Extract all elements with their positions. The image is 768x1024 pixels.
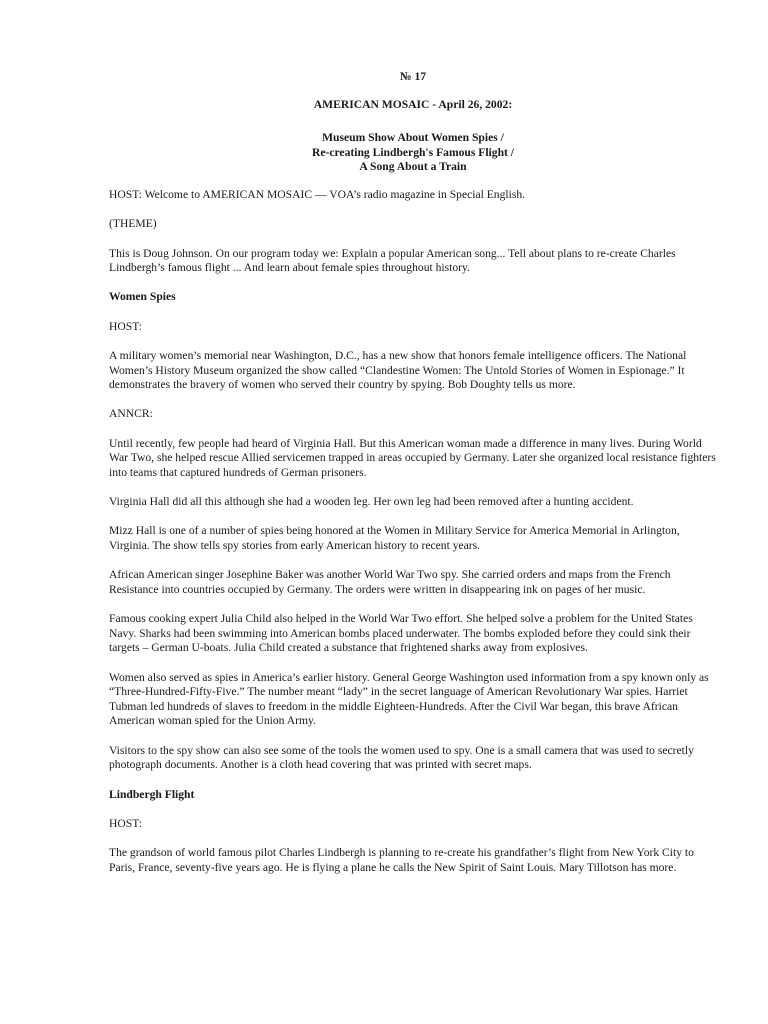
host-paragraph: A military women’s memorial near Washington, D.C., has a new show that honors female intelligence officers. The National Women’s History Museum organized the show called “Clandestine Women: The Untold Stories of Women in Espionage.” It demonstrates the bravery of women who served their country by spying. Bob Doughty tells us more. [109, 348, 687, 392]
document-body [109, 70, 717, 890]
body-paragraph: Mizz Hall is one of a number of spies being honored at the Women in Military Service for America Memorial in Arlington, Virginia. The show tells spy stories from early American history to recent years. [109, 524, 680, 553]
topics-block [109, 131, 717, 175]
anncr-label: ANNCR: [109, 407, 153, 421]
document-number: № 17 [399, 70, 427, 83]
body-paragraph: Virginia Hall did all this although she had a wooden leg. Her own leg had been removed after a hunting accident. [109, 495, 634, 509]
section-heading-lindbergh-flight: Lindbergh Flight [109, 787, 195, 801]
section-heading-women-spies: Women Spies [109, 290, 176, 304]
topic-line: Re-creating Lindbergh's Famous Flight / [311, 145, 515, 159]
body-paragraph: African American singer Josephine Baker was another World War Two spy. She carried orders and maps from the French Resistance into countries occupied by Germany. The orders were written in disappearing ink on pages of her music. [109, 568, 671, 596]
topic-line: A Song About a Train [359, 160, 467, 174]
host-paragraph: The grandson of world famous pilot Charles Lindbergh is planning to re-create his grandfather’s flight from New York City to Paris, France, seventy-five years ago. He is flying a plane he calls the New Spirit of Saint Louis. Mary Tillotson has more. [109, 846, 694, 874]
intro-host-line: HOST: Welcome to AMERICAN MOSAIC — VOA’s radio magazine in Special English. [109, 187, 526, 201]
host-label: HOST: [109, 816, 142, 830]
body-paragraph: Visitors to the spy show can also see some of the tools the women used to spy. One is a small camera that was used to secretly photograph documents. Another is a cloth head covering that was printed with secret maps. [109, 743, 694, 772]
theme-line: (THEME) [109, 217, 157, 231]
body-paragraph: Until recently, few people had heard of Virginia Hall. But this American woman made a difference in many lives. During World War Two, she helped rescue Allied servicemen trapped in areas occupied by Germany. Later she organized local resistance fighters into teams that captured hundreds of German prisoners. [109, 436, 716, 479]
program-title: AMERICAN MOSAIC - April 26, 2002: [313, 97, 513, 111]
body-paragraph: Women also served as spies in America’s earlier history. General George Washington used information from a spy known only as “Three-Hundred-Fifty-Five.” The number meant “lady” in the secret language of American Revolutionary War spies. Harriet Tubman led hundreds of slaves to freedom in the middle Eighteen-Hundreds. After the Civil War began, this brave African American woman spied for the Union Army. [109, 670, 709, 728]
body-paragraph: Famous cooking expert Julia Child also helped in the World War Two effort. She helped solve a problem for the United States Navy. Sharks had been swimming into American bombs placed underwater. The bombs exploded before they could sink their targets – German U-boats. Julia Child created a substance that frightened sharks away from explosives. [109, 612, 693, 655]
host-label: HOST: [109, 319, 142, 333]
topic-line: Museum Show About Women Spies / [322, 131, 504, 145]
intro-paragraph: This is Doug Johnson. On our program today we: Explain a popular American song... Tell about plans to re-create Charles Lindbergh’s famous flight ... And learn about female spies throughout history. [109, 246, 676, 275]
